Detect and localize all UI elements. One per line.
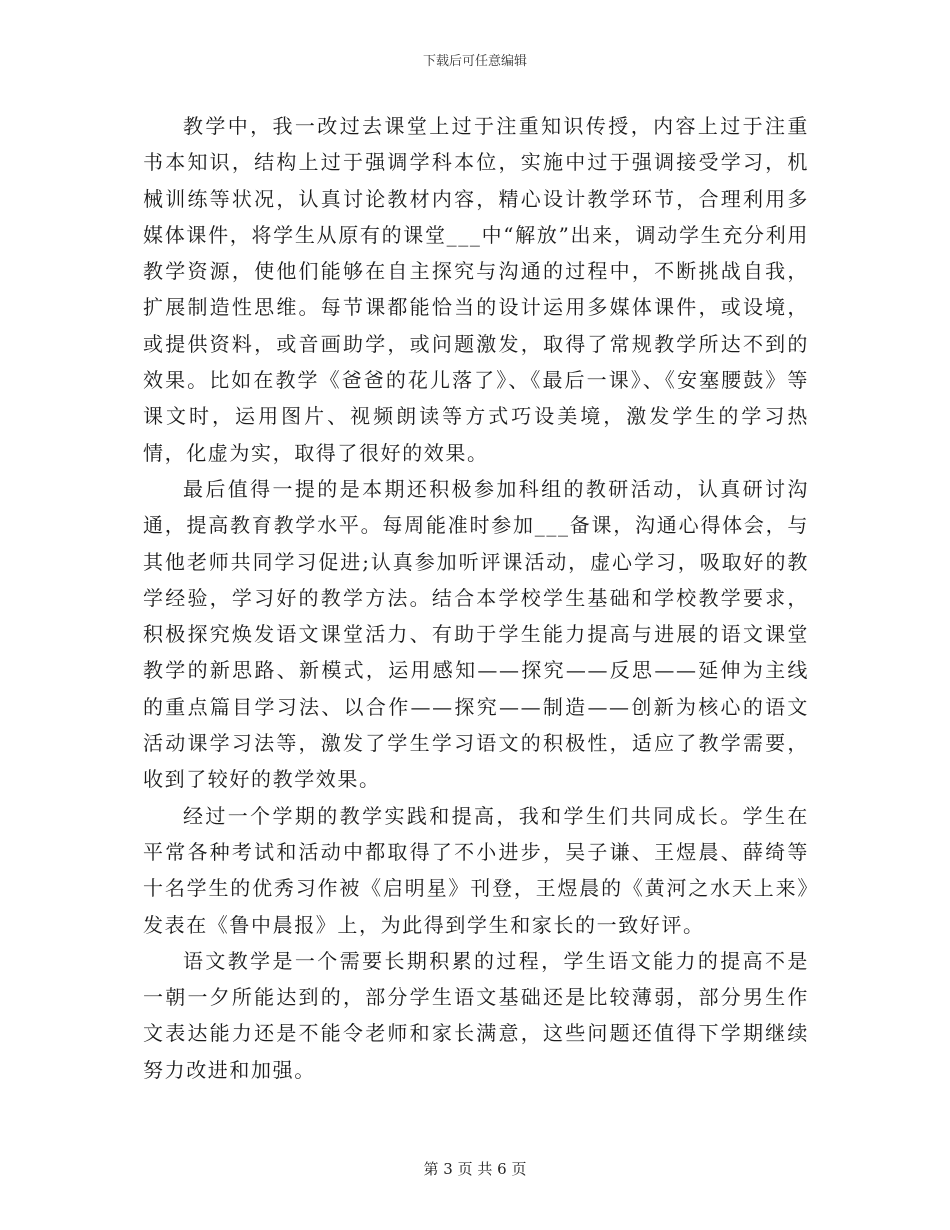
paragraph-student-achievements: 经过一个学期的教学实践和提高，我和学生们共同成长。学生在平常各种考试和活动中都取得了不小进步，吴子谦、王煜晨、薛绮等十名学生的优秀习作被《启明星》刊登，王煜晨的《黄河之水天上来》发表在《鲁中晨报》上，为此得到学生和家长的一致好评。 (143, 803, 809, 937)
paragraph-shortcomings: 语文教学是一个需要长期积累的过程，学生语文能力的提高不是一朝一夕所能达到的，部分学生语文基础还是比较薄弱，部分男生作文表达能力还是不能令老师和家长满意，这些问题还值得下学期继续努力改进和加强。 (143, 948, 809, 1082)
page-number: 第 3 页 共 6 页 (423, 1160, 527, 1178)
paragraph-teaching-methods: 教学中，我一改过去课堂上过于注重知识传授，内容上过于注重书本知识，结构上过于强调学科本位，实施中过于强调接受学习，机械训练等状况，认真讨论教材内容，精心设计教学环节，合理利用多媒体课件，将学生从原有的课堂___中“解放”出来，调动学生充分利用教学资源，使他们能够在自主探究与沟通的过程中，不断挑战自我，扩展制造性思维。每节课都能恰当的设计运用多媒体课件，或设境，或提供资料，或音画助学，或问题激发，取得了常规教学所达不到的效果。比如在教学《爸爸的花儿落了》、《最后一课》、《安塞腰鼓》等课文时，运用图片、视频朗读等方式巧设美境，激发学生的学习热情，化虚为实，取得了很好的效果。 (143, 114, 809, 465)
page-header: 下载后可任意编辑 (422, 54, 527, 69)
document-body (143, 108, 809, 1088)
paragraph-teaching-research: 最后值得一提的是本期还积极参加科组的教研活动，认真研讨沟通，提高教育教学水平。每周能准时参加___备课，沟通心得体会，与其他老师共同学习促进;认真参加听评课活动，虚心学习，吸取好的教学经验，学习好的教学方法。结合本学校学生基础和学校教学要求，积极探究焕发语文课堂活力、有助于学生能力提高与进展的语文课堂教学的新思路、新模式，运用感知——探究——反思——延伸为主线的重点篇目学习法、以合作——探究——制造——创新为核心的语文活动课学习法等，激发了学生学习语文的积极性，适应了教学需要，收到了较好的教学效果。 (143, 476, 809, 792)
